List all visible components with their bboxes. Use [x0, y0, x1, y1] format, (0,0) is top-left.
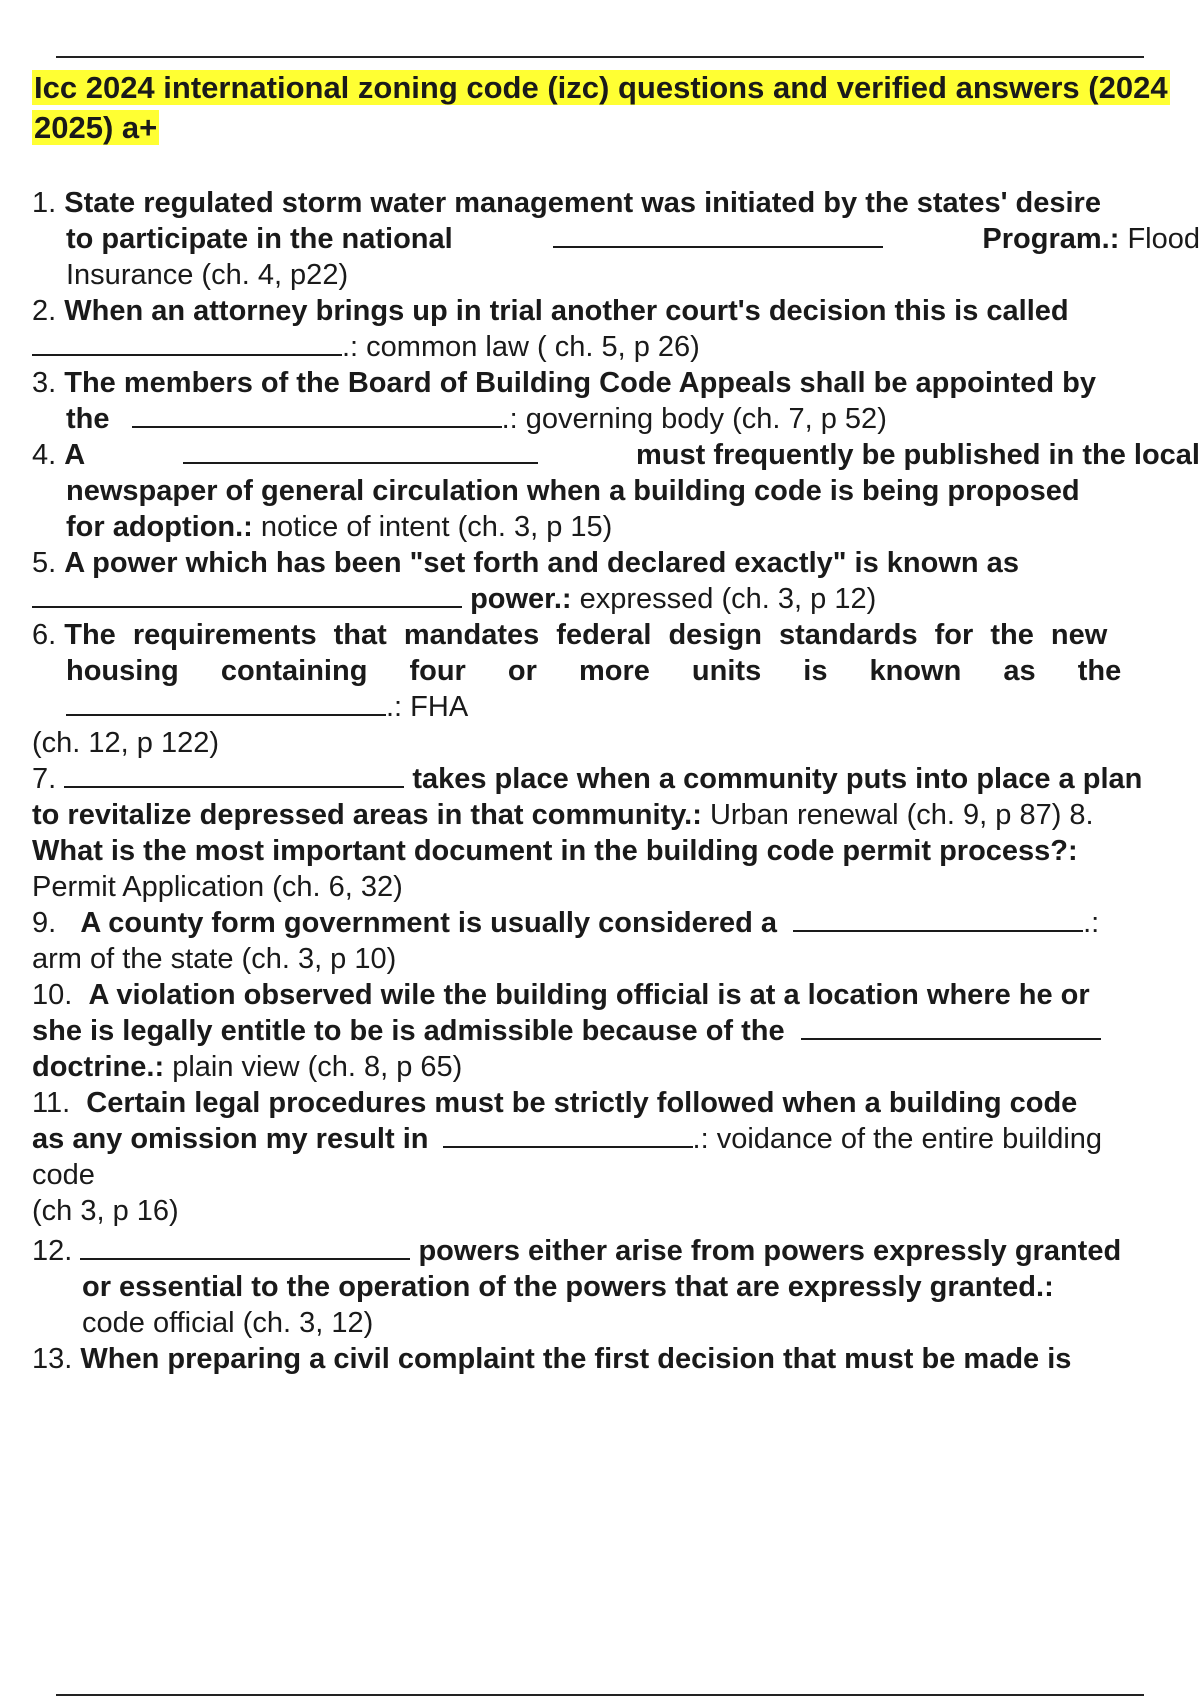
- question-text: takes place when a community puts into place a plan: [412, 763, 1143, 795]
- question-6-line-3: [32, 689, 1200, 725]
- question-7-line-1: [32, 761, 1200, 797]
- question-9-line-1: [32, 905, 1200, 941]
- question-text: doctrine.:: [32, 1051, 165, 1083]
- question-text: When an attorney brings up in trial another court's decision this is called: [64, 295, 1069, 327]
- question-text: Certain legal procedures must be strictly followed when a building code: [86, 1087, 1078, 1119]
- question-number: 9.: [32, 907, 57, 939]
- question-13-line-1: [32, 1341, 1200, 1377]
- question-4-line-3: [32, 509, 1200, 545]
- question-text: powers either arise from powers expressly granted: [418, 1235, 1122, 1267]
- question-8-line-1: [32, 833, 1200, 869]
- answer-blank: [132, 404, 502, 428]
- question-4-line-2: [32, 473, 1200, 509]
- question-text: housing containing four or more units is known as the: [66, 655, 1122, 687]
- answer-blank: [32, 332, 342, 356]
- question-number: 4.: [32, 439, 57, 471]
- question-number: 6.: [32, 619, 57, 651]
- question-number: 13.: [32, 1343, 73, 1375]
- question-12-line-2: [32, 1269, 1200, 1305]
- question-text: The requirements that mandates federal design standards for the new: [64, 619, 1108, 651]
- question-2-line-1: [32, 293, 1200, 329]
- answer-blank: [64, 764, 404, 788]
- question-text: to revitalize depressed areas in that community.:: [32, 799, 702, 831]
- title-line-1: Icc 2024 international zoning code (izc) questions and verified answers (2024: [34, 70, 1168, 105]
- question-6-line-1: [32, 617, 1200, 653]
- question-text: the: [66, 403, 110, 435]
- question-1-line-3: Insurance (ch. 4, p22): [66, 259, 349, 291]
- bottom-divider: [56, 1694, 1144, 1696]
- question-number: 7.: [32, 763, 57, 795]
- question-number: 10.: [32, 979, 73, 1011]
- question-text: as any omission my result in: [32, 1123, 429, 1155]
- question-text: Program.:: [982, 223, 1120, 255]
- question-text: must frequently be published in the local: [636, 439, 1200, 471]
- question-number: 12.: [32, 1235, 73, 1267]
- top-divider: [56, 56, 1144, 58]
- answer-text: .: governing body (ch. 7, p 52): [501, 403, 887, 435]
- answer-text: .: FHA: [386, 691, 469, 723]
- question-1-line-2: [32, 221, 1200, 257]
- answer-blank: [32, 584, 462, 608]
- question-text: What is the most important document in the building code permit process?:: [32, 835, 1078, 867]
- question-8-line-2: Permit Application (ch. 6, 32): [32, 871, 403, 903]
- question-5-line-1: [32, 545, 1200, 581]
- answer-blank: [443, 1124, 693, 1148]
- question-7-line-2: [32, 797, 1200, 833]
- question-6-line-4: (ch. 12, p 122): [32, 727, 219, 759]
- question-11-line-2: [32, 1121, 1200, 1157]
- question-10-line-2: [32, 1013, 1200, 1049]
- answer-blank: [801, 1016, 1101, 1040]
- page-title: [32, 68, 1200, 148]
- question-text: newspaper of general circulation when a building code is being proposed: [66, 475, 1080, 507]
- question-text: The members of the Board of Building Code Appeals shall be appointed by: [64, 367, 1097, 399]
- question-11-line-3: code: [32, 1159, 95, 1191]
- answer-blank: [793, 908, 1083, 932]
- question-2-line-2: [32, 329, 1200, 365]
- question-9-line-2: arm of the state (ch. 3, p 10): [32, 943, 397, 975]
- answer-text: .:: [1083, 907, 1100, 939]
- question-text: A county form government is usually considered a: [80, 907, 778, 939]
- answer-text: expressed (ch. 3, p 12): [579, 583, 877, 615]
- question-text: State regulated storm water management was initiated by the states' desire: [64, 187, 1101, 219]
- question-text: A: [64, 439, 86, 471]
- question-12-line-1: [32, 1233, 1200, 1269]
- answer-blank: [183, 440, 538, 464]
- question-11-line-4: (ch 3, p 16): [32, 1195, 179, 1227]
- answer-blank: [553, 224, 883, 248]
- question-number: 1.: [32, 187, 57, 219]
- question-text: When preparing a civil complaint the first decision that must be made is: [80, 1343, 1072, 1375]
- question-number: 3.: [32, 367, 57, 399]
- question-text: A power which has been "set forth and declared exactly" is known as: [64, 547, 1019, 579]
- answer-text: notice of intent (ch. 3, p 15): [260, 511, 613, 543]
- question-list: [32, 185, 1200, 1377]
- answer-text: plain view (ch. 8, p 65): [172, 1051, 463, 1083]
- question-11-line-1: [32, 1085, 1200, 1121]
- question-12-line-3: code official (ch. 3, 12): [82, 1307, 374, 1339]
- answer-text: Urban renewal (ch. 9, p 87) 8.: [709, 799, 1094, 831]
- title-line-2: 2025) a+: [34, 110, 158, 145]
- question-text: to participate in the national: [66, 223, 453, 255]
- question-3-line-2: [32, 401, 1200, 437]
- question-1-line-1: [32, 185, 1200, 221]
- question-text: or essential to the operation of the powers that are expressly granted.:: [82, 1271, 1054, 1303]
- question-3-line-1: [32, 365, 1200, 401]
- question-number: 11.: [32, 1087, 71, 1119]
- question-10-line-3: [32, 1049, 1200, 1085]
- answer-blank: [66, 692, 386, 716]
- question-4-line-1: [32, 437, 1200, 473]
- question-number: 5.: [32, 547, 57, 579]
- answer-text: .: common law ( ch. 5, p 26): [342, 331, 700, 363]
- question-number: 2.: [32, 295, 57, 327]
- question-text: A violation observed wile the building official is at a location where he or: [88, 979, 1090, 1011]
- answer-text: Flood: [1127, 223, 1200, 255]
- question-text: power.:: [470, 583, 572, 615]
- question-text: she is legally entitle to be is admissible because of the: [32, 1015, 785, 1047]
- question-text: for adoption.:: [66, 511, 253, 543]
- question-10-line-1: [32, 977, 1200, 1013]
- question-5-line-2: [32, 581, 1200, 617]
- answer-text: .: voidance of the entire building: [692, 1123, 1103, 1155]
- question-6-line-2: [32, 653, 1200, 689]
- answer-blank: [80, 1236, 410, 1260]
